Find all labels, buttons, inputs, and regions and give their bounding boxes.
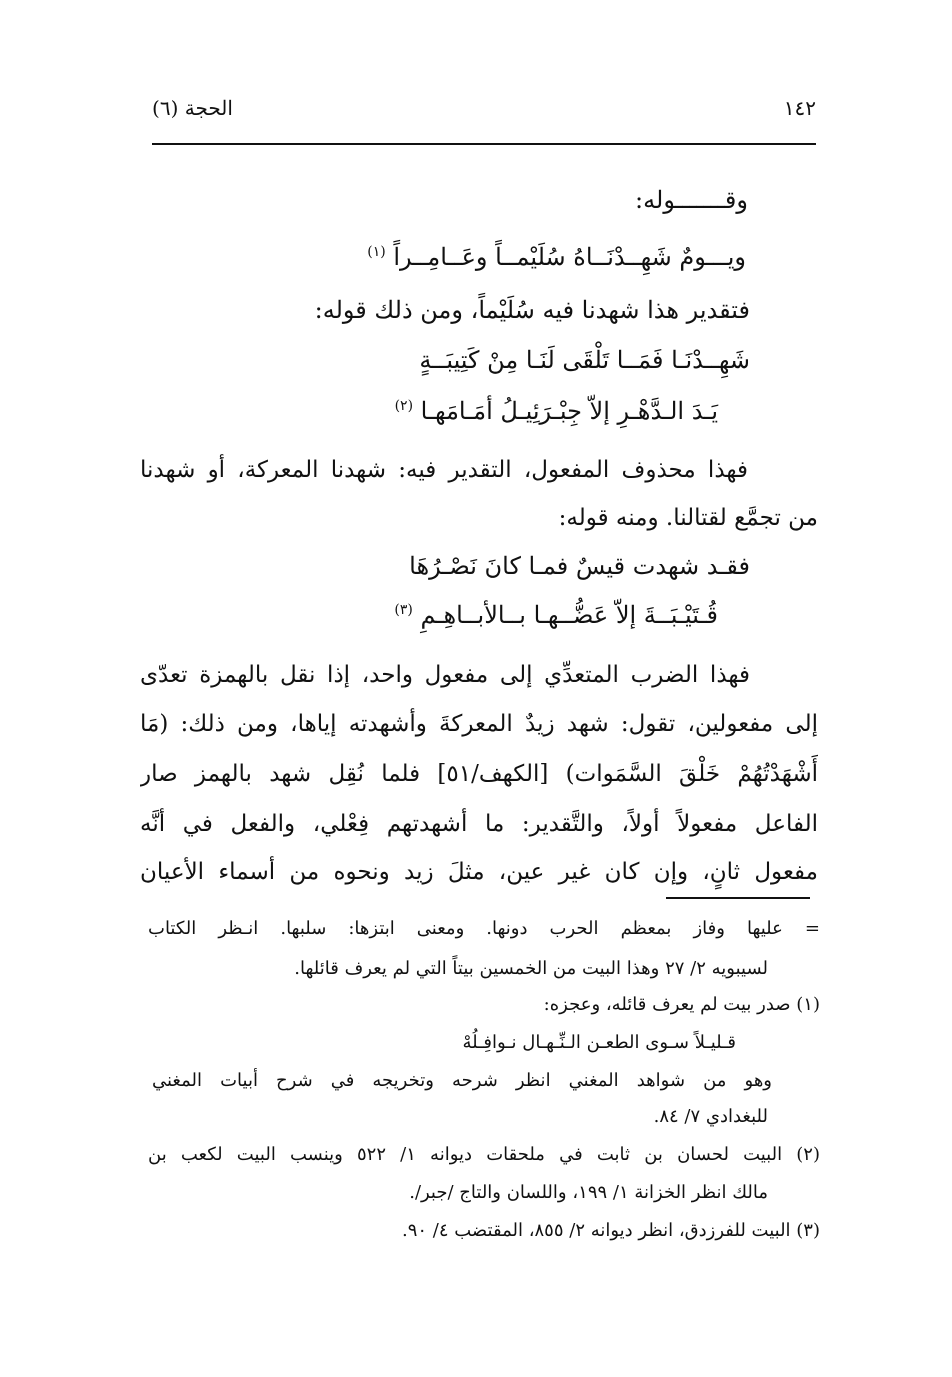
footnote-ref: (٢)	[394, 398, 414, 414]
verse-line	[395, 386, 718, 431]
text-line: الفاعل مفعولاً أولاً، والتَّقدير: ما أشهدتهم فِعْلي، والفعل في أنَّه	[140, 811, 818, 837]
main-text	[140, 180, 818, 900]
running-title: الحجة (٦)	[152, 96, 233, 120]
verse-text: قُـتَيْـبَــةَ إلاّ عَضُّــهـا بــالأبــاهِـمِ	[420, 601, 718, 629]
text-line: فتقدير هذا شهدنا فيه سُلَيْماً، ومن ذلك قوله:	[314, 296, 750, 324]
footnote-verse: قـليـلاً سـوى الطعـن الـنِّـهـال نـوافِـلُهْ	[462, 1032, 736, 1053]
footnote-line: للبغدادي ٧/ ٨٤.	[653, 1106, 768, 1127]
footnote-ref: (١)	[367, 244, 386, 260]
footnote-line: مالك انظر الخزانة ١/ ١٩٩، واللسان والتاج /جبر/.	[409, 1182, 768, 1203]
verse-text: ويـــومٌ شَهِــدْنَــاهُ سُلَيْمــاً وعَــامِــراً	[393, 243, 746, 271]
footnote-line: = عليها وفاز بمعظم الحرب دونها. ومعنى ابتزها: سلبها. انـظر الكتاب	[148, 918, 820, 939]
verse-line	[394, 590, 718, 635]
footnote-rule	[666, 897, 810, 899]
verse-line: فقـد شهدت قيسٌ فمـا كانَ نَصْـرُهَا	[409, 552, 750, 580]
text-line: فهذا الضرب المتعدِّي إلى مفعول واحد، إذا نقل بالهمزة تعدّى	[140, 662, 750, 688]
footnote-line: وهو من شواهد المغني انظر شرحه وتخريجه في شرح أبيات المغني	[152, 1070, 772, 1091]
footnote-line: (٣) البيت للفرزدق، انظر ديوانه ٢/ ٨٥٥، المقتضب ٤/ ٩٠.	[401, 1220, 820, 1241]
text-line: مفعول ثانٍ، وإن كان غير عين، مثلَ زيد ونحوه من أسماء الأعيان	[140, 859, 818, 885]
page-number: ١٤٢	[783, 96, 816, 120]
verse-line: شَهِــدْنَـا فَمَــا تَلْقَى لَنَـا مِنْ كَتِيبَــةٍ	[419, 346, 750, 374]
text-line: من تجمَّع لقتالنا. ومنه قوله:	[558, 505, 818, 531]
text-line: إلى مفعولين، تقول: شهد زيدٌ المعركةَ وأشهدته إياها، ومن ذلك: (مَا	[140, 711, 818, 737]
footnote-ref: (٣)	[394, 602, 413, 618]
text-line: وقـــــــوله:	[635, 186, 748, 214]
text-line: أَشْهَدْتُهُمْ خَلْقَ السَّمَوات) [الكهف/٥١] فلما نُقِل شهد بالهمز صار	[140, 761, 818, 787]
footnote-line: (١) صدر بيت لم يعرف قائله، وعجزه:	[543, 994, 820, 1015]
text-line: فهذا محذوف المفعول، التقدير فيه: شهدنا المعركة، أو شهدنا	[140, 457, 748, 483]
verse-line	[367, 232, 746, 277]
verse-text: يَـدَ الـدَّهْـرِ إلاّ جِبْـرَئِيـلُ أمَـامَهـا	[420, 397, 718, 425]
footnote-line: لسيبويه ٢/ ٢٧ وهذا البيت من الخمسين بيتاً التي لم يعرف قائلها.	[294, 958, 768, 979]
footnote-line: (٢) البيت لحسان بن ثابت في ملحقات ديوانه ١/ ٥٢٢ وينسب البيت لكعب بن	[148, 1144, 820, 1165]
header-rule	[152, 143, 816, 145]
